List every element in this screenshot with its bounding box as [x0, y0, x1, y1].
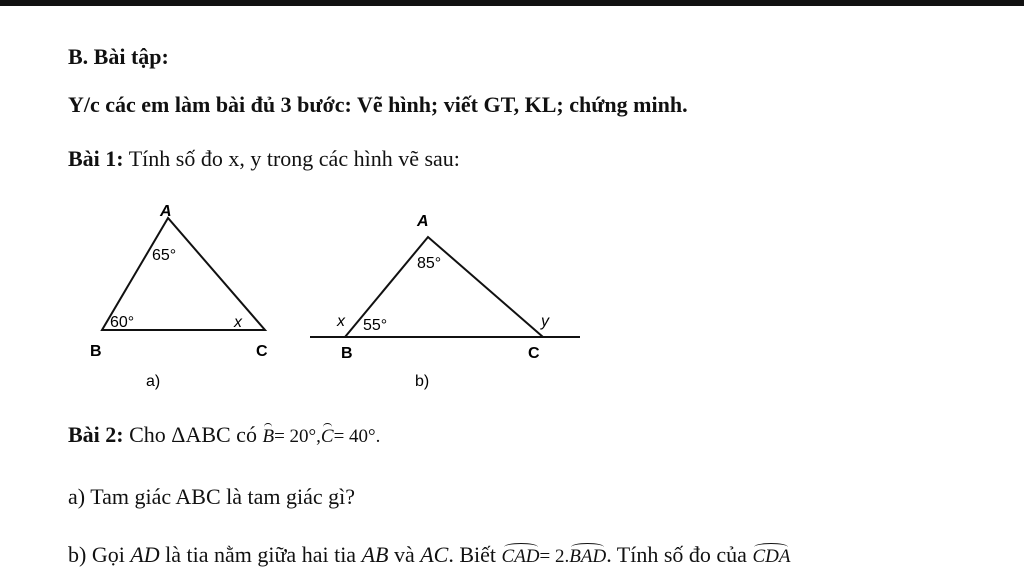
- bai2-text: Cho ΔABC có: [129, 422, 257, 447]
- angle-B-symbol: B: [262, 426, 275, 447]
- qb-ray-AC: AC: [420, 542, 449, 567]
- angle-C-symbol: C: [320, 426, 334, 447]
- fig-b-angle-A: 85°: [417, 255, 442, 272]
- qb-ray-AD: AD: [130, 542, 160, 567]
- figure-a: [80, 190, 290, 400]
- fig-b-exterior-x: x: [337, 313, 345, 330]
- fig-a-angle-B: 60°: [110, 314, 135, 331]
- qb-part-6: . Tính số đo của: [606, 542, 747, 567]
- section-title: B. Bài tập:: [68, 44, 169, 69]
- qb-part-1: b) Gọi: [68, 542, 125, 567]
- bai1-text: Tính số đo x, y trong các hình vẽ sau:: [128, 146, 460, 171]
- bai2-label: Bài 2:: [68, 422, 124, 447]
- fig-a-caption: a): [146, 373, 161, 390]
- angle-C-value: = 40°.: [333, 426, 381, 447]
- qb-part-5: = 2.: [539, 546, 570, 567]
- fig-a-vertex-B: B: [90, 343, 102, 360]
- fig-a-vertex-A: A: [160, 203, 172, 220]
- qb-angle-BAD: BAD: [569, 546, 607, 567]
- fig-b-vertex-A: A: [417, 213, 429, 230]
- fig-b-caption: b): [415, 373, 430, 390]
- question-b: [68, 542, 790, 568]
- bai2-line: [68, 422, 380, 448]
- qb-ray-AB: AB: [361, 542, 389, 567]
- fig-a-angle-A: 65°: [152, 247, 177, 264]
- qb-part-3: và: [393, 542, 415, 567]
- figure-b: [305, 200, 590, 400]
- qb-part-2: là tia nằm giữa hai tia: [165, 542, 357, 567]
- fig-b-vertex-B: B: [341, 345, 353, 362]
- fig-b-vertex-C: C: [528, 345, 540, 362]
- fig-b-exterior-y: y: [541, 313, 549, 330]
- fig-a-vertex-C: C: [256, 343, 268, 360]
- qb-angle-CAD: CAD: [501, 546, 540, 567]
- top-border: [0, 0, 1024, 6]
- fig-a-angle-C: x: [234, 314, 242, 331]
- bai1-line: [68, 146, 460, 172]
- fig-b-angle-B: 55°: [363, 317, 388, 334]
- qb-angle-CDA: CDA: [752, 546, 791, 567]
- question-a: a) Tam giác ABC là tam giác gì?: [68, 484, 356, 509]
- instruction-text: Y/c các em làm bài đủ 3 bước: Vẽ hình; viết GT, KL; chứng minh.: [68, 92, 688, 117]
- bai1-label: Bài 1:: [68, 146, 124, 171]
- qb-part-4: . Biết: [448, 542, 497, 567]
- angle-B-value: = 20°,: [274, 426, 321, 447]
